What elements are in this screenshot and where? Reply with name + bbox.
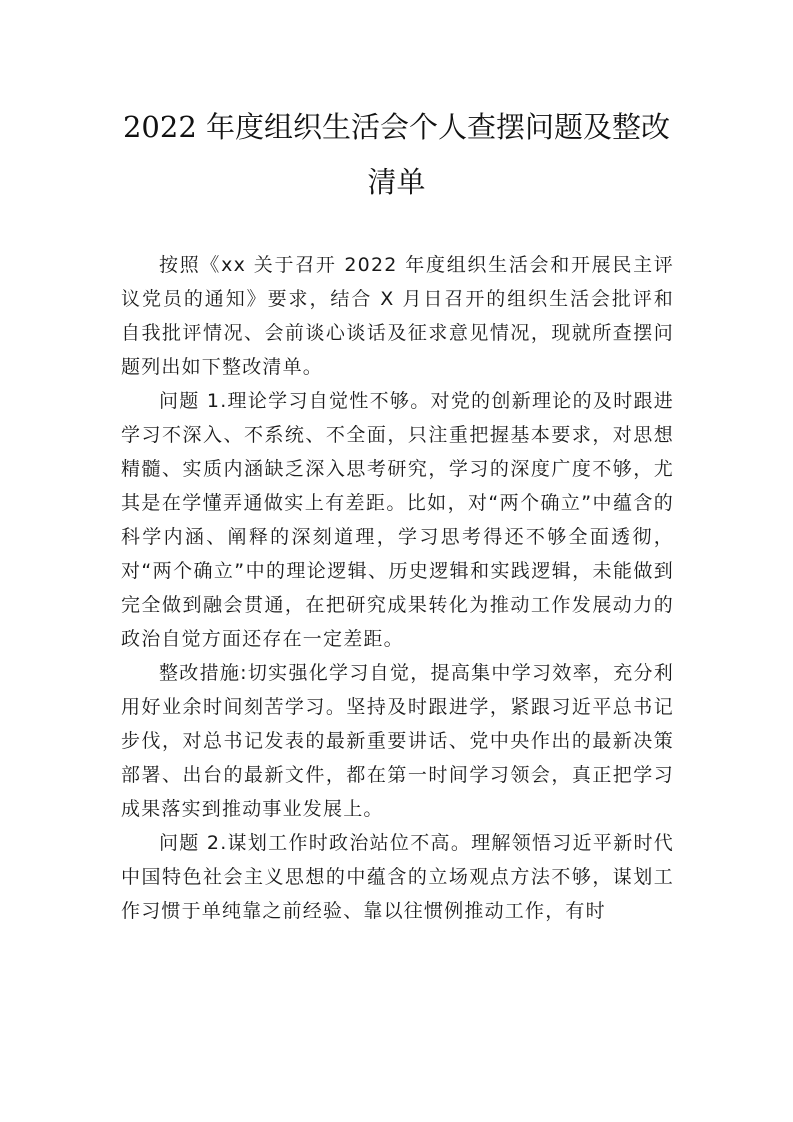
paragraph-issue-2: 问题 2.谋划工作时政治站位不高。理解领悟习近平新时代中国特色社会主义思想的中蕴含的立场观点方法不够，谋划工作习惯于单纯靠之前经验、靠以往惯例推动工作，有时 (121, 832, 674, 922)
paragraph-issue-1: 问题 1.理论学习自觉性不够。对党的创新理论的及时跟进学习不深入、不系统、不全面，只注重把握基本要求，对思想精髓、实质内涵缺乏深入思考研究，学习的深度广度不够，尤其是在学懂弄通做实上有差距。比如，对“两个确立”中蕴含的科学内涵、阐释的深刻道理，学习思考得还不够全面透彻，对“两个确立”中的理论逻辑、历史逻辑和实践逻辑，未能做到完全做到融会贯通，在把研究成果转化为推动工作发展动力的政治自觉方面还存在一定差距。 (121, 390, 674, 650)
title-line-1: 2022 年度组织生活会个人查摆问题及整改 (122, 110, 671, 144)
title-line-2: 清单 (367, 165, 426, 199)
paragraph-intro: 按照《xx 关于召开 2022 年度组织生活会和开展民主评议党员的通知》要求，结合 X 月日召开的组织生活会批评和自我批评情况、会前谈心谈话及征求意见情况，现就所查摆问题列出如下整改清单。 (121, 254, 674, 378)
paragraph-rectification-1: 整改措施:切实强化学习自觉，提高集中学习效率，充分利用好业余时间刻苦学习。坚持及时跟进学，紧跟习近平总书记步伐，对总书记发表的最新重要讲话、党中央作出的最新决策部署、出台的最新文件，都在第一时间学习领会，真正把学习成果落实到推动事业发展上。 (121, 662, 674, 820)
document-body (121, 248, 674, 928)
document-title (100, 100, 693, 210)
